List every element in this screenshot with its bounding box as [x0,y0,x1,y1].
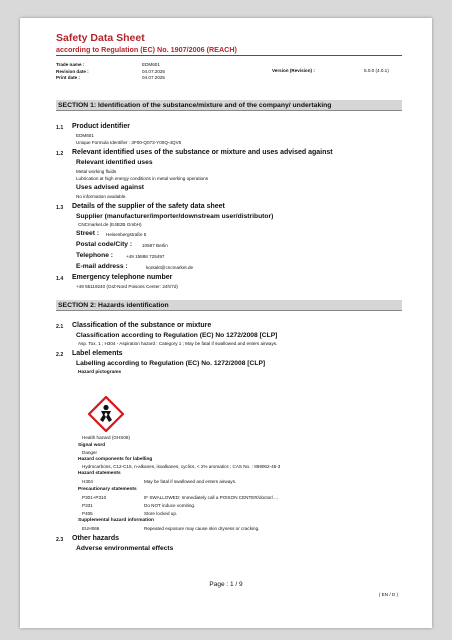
p301-code: P301+P310 [82,495,107,500]
s11-product-name: EDM601 [76,133,94,138]
s12-use-1: Metal working fluids [76,169,117,174]
sds-page [20,18,432,628]
hazard-statements-label: Hazard statements [78,471,121,476]
document-title: Safety Data Sheet [56,32,145,44]
s22-number: 2.2 [56,352,64,358]
hazard-components-value: Hydrocarbons, C12-C15, n-alkanes, isoalkanes, cyclics, < 2% aromatics ; CAS No. : 869062-45-3 [82,464,281,469]
document-subtitle: according to Regulation (EC) No. 1907/2006 (REACH) [56,45,237,54]
s12-title: Relevant identified uses of the substance or mixture and uses advised against [72,149,333,156]
print-date-label: Print date : [56,75,80,81]
p331-text: Do NOT induce vomiting. [144,503,196,508]
version-label: Version (Revision) : [272,68,315,73]
precautionary-statements-label: Precautionary statements [78,487,137,492]
s14-number: 1.4 [56,276,64,282]
trade-name-label: Trade name : [56,62,85,67]
ghs08-health-hazard-icon [88,396,124,432]
s13-supplier-heading: Supplier (manufacturer/importer/downstream user/distributor) [76,213,274,220]
telephone-value: +49 15888 725497 [126,254,165,259]
meta-labels [56,62,116,82]
s23-environmental-heading: Adverse environmental effects [76,545,174,552]
s21-clp-heading: Classification according to Regulation (EC) No 1272/2008 [CLP] [76,332,278,339]
print-date-value: 04.07.2025 [142,75,165,81]
s14-emergency-number: +49 55119240 (GIZ-Nord Poisons Center: 24h/7d) [76,284,178,289]
p331-code: P331 [82,503,93,508]
trade-name-value: EDM601 [142,62,160,67]
revision-date-value: 04.07.2025 [142,68,165,74]
s14-title: Emergency telephone number [72,274,173,281]
s11-number: 1.1 [56,125,64,131]
s21-classification: Asp. Tox. 1 ; H304 - Aspiration hazard : Category 1 ; May be fatal if swallowed and enters airways. [78,341,278,346]
version-value: 5.0.0 (4.0.1) [364,68,389,73]
section-1-header: SECTION 1: Identification of the substance/mixture and of the company/ undertaking [56,100,402,111]
s12-uses-advised-against: Uses advised against [76,184,145,191]
hazard-components-label: Hazard components for labelling [78,457,153,462]
s13-number: 1.3 [56,205,64,211]
s23-number: 2.3 [56,537,64,543]
s12-use-2: Lubrication at high energy conditions in metal working operations [76,176,209,181]
section-2-header: SECTION 2: Hazards identification [56,300,402,311]
s11-title: Product identifier [72,123,130,130]
pictograms-label: Hazard pictograms [78,370,122,375]
euh066-text: Repeated exposure may cause skin dryness or cracking. [144,526,260,531]
signal-word-label: Signal word [78,443,106,448]
email-label: E-mail address : [76,263,128,270]
s21-title: Classification of the substance or mixture [72,322,212,329]
s12-no-info: No information available. [76,194,127,199]
h304-code: H304 [82,479,93,484]
meta-values [142,62,165,82]
s22-labelling-heading: Labelling according to Regulation (EC) No. 1272/2008 [CLP] [76,360,266,367]
s13-company: CNCmarket.de (E4B2B GmbH) [78,222,142,227]
supplemental-info-label: Supplemental hazard information [78,518,154,523]
title-divider [56,55,402,56]
postal-label: Postal code/City : [76,241,133,248]
p405-text: Store locked up. [144,511,178,516]
s23-title: Other hazards [72,535,120,542]
language-code: ( EN / D ) [378,592,398,597]
telephone-label: Telephone : [76,252,114,259]
p301-text: IF SWALLOWED: Immediately call a POISON CENTER/doctor/.... [144,495,279,500]
s22-title: Label elements [72,350,123,357]
signal-word-value: Danger [82,450,98,455]
postal-value: 10587 Berlin [142,243,168,248]
p405-code: P405 [82,511,93,516]
street-label: Street : [76,230,100,237]
s21-number: 2.1 [56,324,64,330]
s12-number: 1.2 [56,151,64,157]
pictogram-caption: Health hazard (GHS08) [82,435,131,440]
page-number: Page : 1 / 9 [209,581,243,588]
email-value: kontakt@cncmarket.de [146,265,194,270]
s11-ufi: Unique Formula Identifier : 3F00-Q073-Y00Q-4QV5 [76,140,182,145]
street-value: Heisenbergstraße 5 [106,232,147,237]
euh066-code: EUH066 [82,526,100,531]
revision-date-label: Revision date : [56,68,89,74]
s13-title: Details of the supplier of the safety data sheet [72,203,225,210]
h304-text: May be fatal if swallowed and enters airways. [144,479,237,484]
s12-identified-uses: Relevant identified uses [76,159,153,166]
